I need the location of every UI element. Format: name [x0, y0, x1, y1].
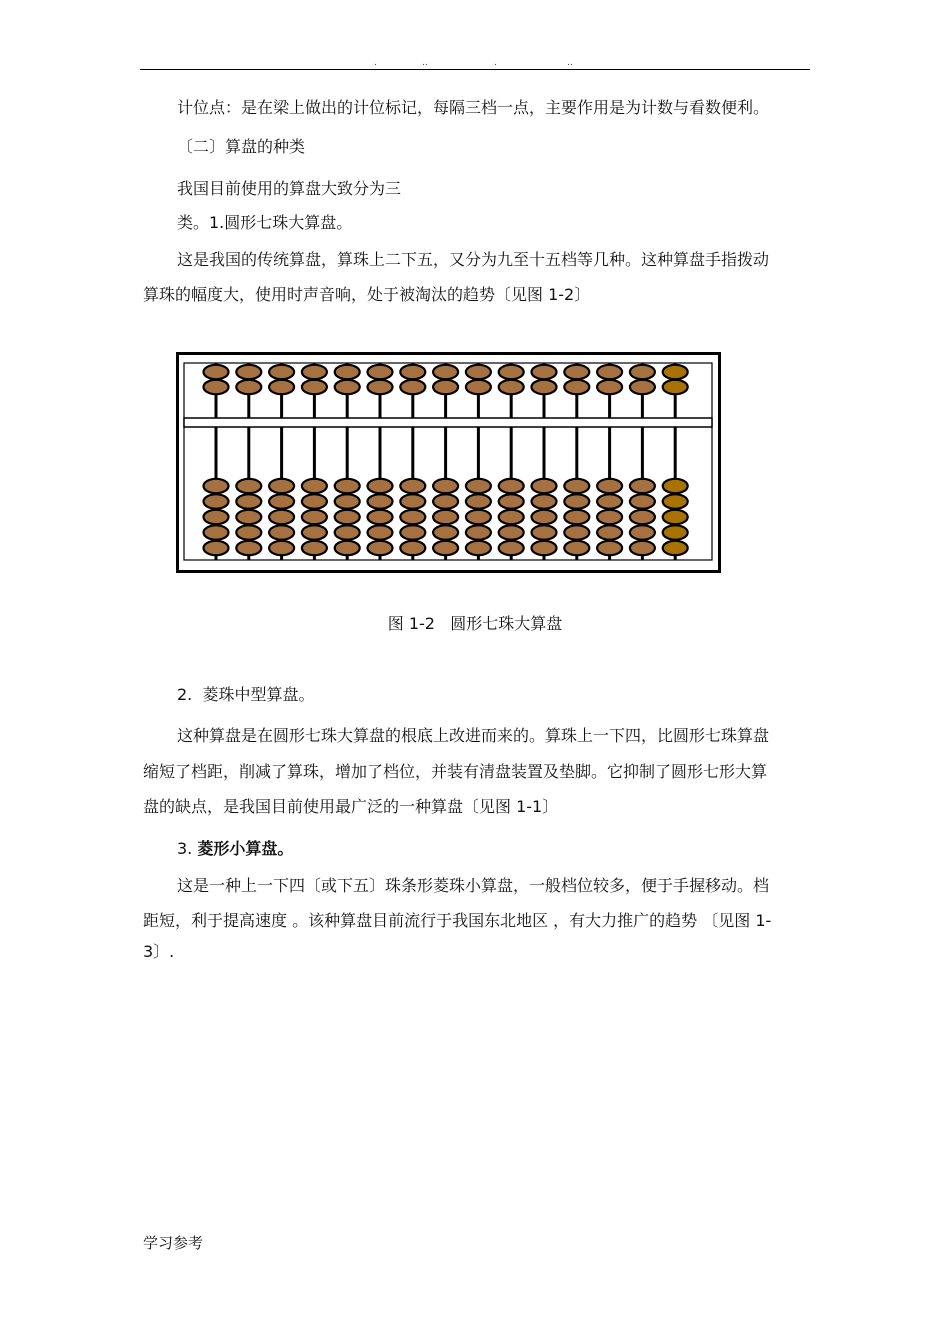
abacus-upper-bead — [466, 365, 491, 379]
abacus-lower-bead — [269, 494, 294, 508]
section3-heading — [177, 838, 293, 860]
abacus-lower-bead — [236, 525, 261, 539]
abacus-lower-bead — [335, 510, 360, 524]
abacus-lower-bead — [466, 525, 491, 539]
abacus-upper-bead — [433, 380, 458, 394]
section3-number: 3. — [177, 839, 193, 858]
abacus-upper-bead — [302, 380, 327, 394]
abacus-lower-bead — [564, 510, 589, 524]
abacus-lower-bead — [499, 479, 524, 493]
abacus-upper-bead — [564, 380, 589, 394]
abacus-lower-bead — [335, 541, 360, 555]
footer-text: 学习参考 — [143, 1234, 204, 1252]
abacus-lower-bead — [532, 479, 557, 493]
abacus-upper-bead — [368, 380, 393, 394]
abacus-lower-bead — [499, 510, 524, 524]
abacus-upper-bead — [204, 380, 229, 394]
paragraph-type1-title: 类。1.圆形七珠大算盘。 — [177, 213, 353, 232]
abacus-lower-bead — [532, 510, 557, 524]
abacus-upper-bead — [532, 365, 557, 379]
abacus-lower-bead — [335, 479, 360, 493]
abacus-lower-bead — [269, 479, 294, 493]
paragraph-type2-line1: 这种算盘是在圆形七珠大算盘的根底上改进而来的。算珠上一下四，比圆形七珠算盘 — [177, 726, 770, 745]
abacus-lower-bead — [630, 494, 655, 508]
paragraph-type3-line3: 3〕. — [143, 942, 175, 961]
header-mark: . — [494, 58, 497, 68]
abacus-upper-bead — [466, 380, 491, 394]
section-heading-abacus-types: 〔二〕算盘的种类 — [177, 137, 306, 156]
abacus-lower-bead — [269, 541, 294, 555]
abacus-upper-bead — [400, 380, 425, 394]
abacus-upper-bead — [499, 365, 524, 379]
section2-number: 2. — [177, 685, 193, 704]
section2-heading — [177, 684, 314, 706]
section2-title: 菱珠中型算盘。 — [202, 685, 315, 704]
abacus-lower-bead — [400, 510, 425, 524]
abacus-lower-bead — [368, 541, 393, 555]
figure-caption-label: 图 1-2 — [387, 614, 435, 633]
header-mark: . — [374, 58, 377, 68]
abacus-upper-bead — [269, 365, 294, 379]
abacus-lower-bead — [204, 525, 229, 539]
abacus-lower-bead — [663, 541, 688, 555]
abacus-lower-bead — [269, 525, 294, 539]
abacus-beam — [184, 418, 712, 427]
abacus-upper-bead — [532, 380, 557, 394]
abacus-upper-bead — [335, 365, 360, 379]
abacus-upper-bead — [335, 380, 360, 394]
header-marks — [140, 58, 810, 68]
abacus-lower-bead — [335, 494, 360, 508]
abacus-lower-bead — [302, 541, 327, 555]
abacus-lower-bead — [368, 479, 393, 493]
abacus-lower-bead — [368, 510, 393, 524]
abacus-lower-bead — [204, 494, 229, 508]
abacus-upper-bead — [269, 380, 294, 394]
abacus-upper-bead — [663, 365, 688, 379]
abacus-lower-bead — [630, 479, 655, 493]
abacus-lower-bead — [368, 494, 393, 508]
abacus-upper-bead — [564, 365, 589, 379]
abacus-lower-bead — [302, 479, 327, 493]
paragraph-type2-line2: 缩短了档距，削减了算珠，增加了档位，并装有清盘装置及垫脚。它抑制了圆形七形大算 — [143, 762, 768, 781]
figure-caption-title: 圆形七珠大算盘 — [450, 614, 563, 633]
abacus-lower-bead — [597, 525, 622, 539]
abacus-upper-bead — [236, 380, 261, 394]
abacus-lower-bead — [466, 494, 491, 508]
abacus-lower-bead — [236, 541, 261, 555]
abacus-upper-bead — [204, 365, 229, 379]
abacus-lower-bead — [400, 525, 425, 539]
abacus-lower-bead — [532, 541, 557, 555]
abacus-upper-bead — [499, 380, 524, 394]
abacus-lower-bead — [597, 479, 622, 493]
paragraph-type1-line1: 这是我国的传统算盘，算珠上二下五，又分为九至十五档等几种。这种算盘手指拨动 — [177, 250, 770, 269]
abacus-lower-bead — [236, 510, 261, 524]
abacus-lower-bead — [302, 510, 327, 524]
abacus-lower-bead — [433, 494, 458, 508]
abacus-lower-bead — [499, 541, 524, 555]
abacus-lower-bead — [630, 541, 655, 555]
paragraph-type3-line1: 这是一种上一下四〔或下五〕珠条形菱珠小算盘，一般档位较多，便于手握移动。档 — [177, 876, 770, 895]
abacus-lower-bead — [400, 479, 425, 493]
abacus-lower-bead — [269, 510, 294, 524]
abacus-upper-bead — [302, 365, 327, 379]
abacus-upper-bead — [400, 365, 425, 379]
abacus-lower-bead — [236, 494, 261, 508]
abacus-lower-bead — [564, 541, 589, 555]
abacus-lower-bead — [466, 479, 491, 493]
header-mark: .. — [567, 58, 573, 68]
abacus-lower-bead — [499, 494, 524, 508]
abacus-lower-bead — [564, 525, 589, 539]
abacus-lower-bead — [663, 525, 688, 539]
abacus-upper-bead — [630, 380, 655, 394]
header-mark: .. — [422, 58, 428, 68]
abacus-lower-bead — [204, 510, 229, 524]
header-rule — [140, 69, 810, 70]
abacus-lower-bead — [499, 525, 524, 539]
abacus-figure — [176, 352, 721, 573]
abacus-lower-bead — [236, 479, 261, 493]
abacus-lower-bead — [433, 541, 458, 555]
abacus-upper-bead — [597, 380, 622, 394]
abacus-lower-bead — [368, 525, 393, 539]
abacus-lower-bead — [335, 525, 360, 539]
abacus-lower-bead — [302, 525, 327, 539]
abacus-upper-bead — [368, 365, 393, 379]
abacus-lower-bead — [532, 525, 557, 539]
abacus-lower-bead — [597, 541, 622, 555]
abacus-lower-bead — [466, 541, 491, 555]
abacus-lower-bead — [630, 510, 655, 524]
abacus-lower-bead — [433, 479, 458, 493]
abacus-upper-bead — [597, 365, 622, 379]
paragraph-counting-dots: 计位点：是在梁上做出的计位标记，每隔三档一点，主要作用是为计数与看数便利。 — [177, 98, 770, 117]
abacus-upper-bead — [630, 365, 655, 379]
abacus-lower-bead — [630, 525, 655, 539]
abacus-lower-bead — [204, 541, 229, 555]
abacus-lower-bead — [597, 510, 622, 524]
paragraph-type2-line3: 盘的缺点，是我国目前使用最广泛的一种算盘〔见图 1-1〕 — [143, 797, 559, 816]
abacus-lower-bead — [433, 510, 458, 524]
abacus-upper-bead — [663, 380, 688, 394]
abacus-lower-bead — [663, 494, 688, 508]
abacus-lower-bead — [532, 494, 557, 508]
abacus-lower-bead — [302, 494, 327, 508]
abacus-upper-bead — [236, 365, 261, 379]
abacus-lower-bead — [466, 510, 491, 524]
abacus-lower-bead — [400, 494, 425, 508]
paragraph-types-intro: 我国目前使用的算盘大致分为三 — [177, 179, 402, 198]
paragraph-type3-line2: 距短，利于提高速度 。该种算盘目前流行于我国东北地区 ，有大力推广的趋势 〔见图 1- — [143, 911, 772, 930]
figure-caption — [0, 613, 950, 635]
abacus-lower-bead — [400, 541, 425, 555]
abacus-lower-bead — [663, 479, 688, 493]
abacus-lower-bead — [564, 494, 589, 508]
abacus-lower-bead — [663, 510, 688, 524]
abacus-lower-bead — [433, 525, 458, 539]
section3-title: 菱形小算盘。 — [197, 839, 294, 858]
abacus-lower-bead — [204, 479, 229, 493]
abacus-upper-bead — [433, 365, 458, 379]
abacus-lower-bead — [564, 479, 589, 493]
abacus-lower-bead — [597, 494, 622, 508]
paragraph-type1-line2: 算珠的幅度大，使用时声音响，处于被淘汰的趋势〔见图 1-2〕 — [143, 285, 591, 304]
